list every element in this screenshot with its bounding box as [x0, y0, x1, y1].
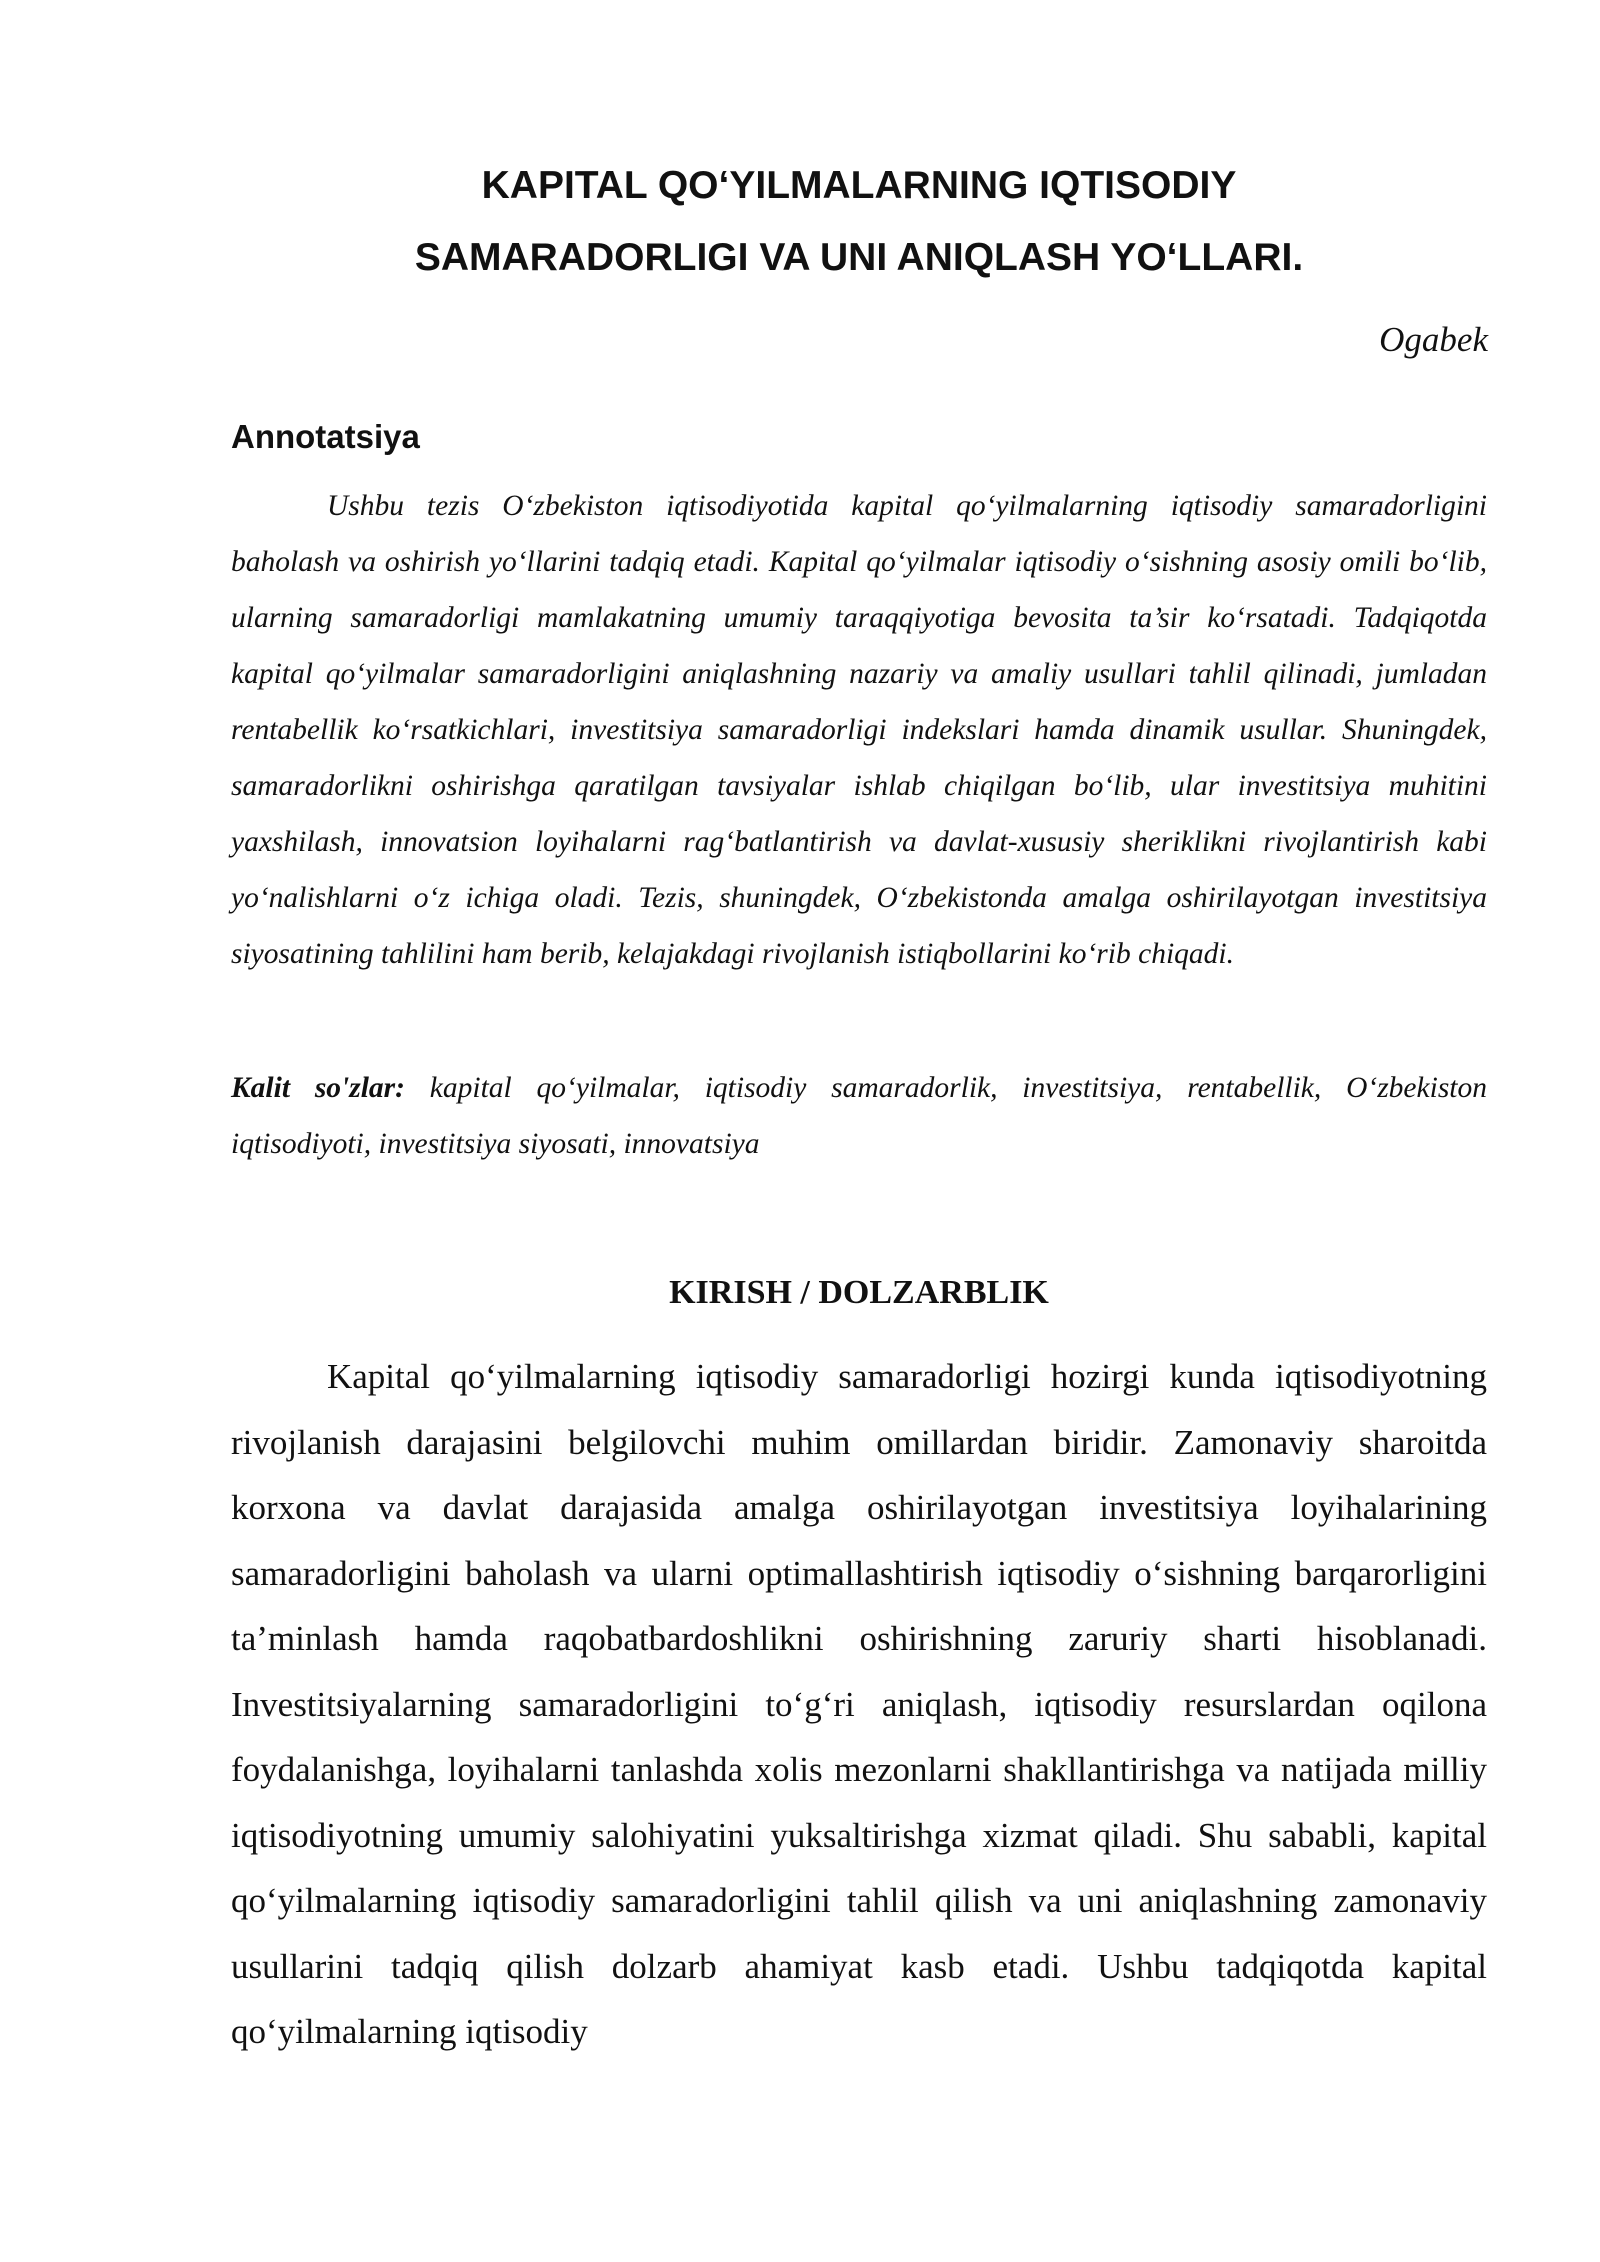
- keywords-text: kapital qo‘yilmalar, iqtisodiy samaradorlik, investitsiya, rentabellik, O‘zbekiston iqtisodiyoti, investitsiya siyosati, innovatsiya: [231, 1072, 1487, 1160]
- author-name: Ogabek: [1379, 320, 1488, 359]
- introduction-heading: KIRISH / DOLZARBLIK: [669, 1274, 1049, 1311]
- keywords-label: Kalit so'zlar:: [231, 1072, 405, 1104]
- annotation-heading: Annotatsiya: [231, 418, 420, 455]
- annotation-text: Ushbu tezis O‘zbekiston iqtisodiyotida kapital qo‘yilmalarning iqtisodiy samaradorligini baholash va oshirish yo‘llarini tadqiq etadi. Kapital qo‘yilmalar iqtisodiy o‘sishning asosiy omili bo‘lib, ularning samaradorligi mamlakatning umumiy taraqqiyotiga bevosita ta’sir ko‘rsatadi. Tadqiqotda kapital qo‘yilmalar samaradorligini aniqlashning nazariy va amaliy usullari tahlil qilinadi, jumladan rentabellik ko‘rsatkichlari, investitsiya samaradorligi indekslari hamda dinamik usullar. Shuningdek, samaradorlikni oshirishga qaratilgan tavsiyalar ishlab chiqilgan bo‘lib, ular investitsiya muhitini yaxshilash, innovatsion loyihalarni rag‘batlantirish va davlat-xususiy sheriklikni rivojlantirish kabi yo‘nalishlarni o‘z ichiga oladi. Tezis, shuningdek, O‘zbekistonda amalga oshirilayotgan investitsiya siyosatining tahlilini ham berib, kelajakdagi rivojlanish istiqbollarini ko‘rib chiqadi.: [231, 490, 1487, 970]
- document-title-line-1: KAPITAL QO‘YILMALARNING IQTISODIY: [481, 164, 1237, 207]
- keywords-paragraph: [231, 1060, 1487, 1172]
- introduction-text: Kapital qo‘yilmalarning iqtisodiy samaradorligi hozirgi kunda iqtisodiyotning rivojlanish darajasini belgilovchi muhim omillardan biridir. Zamonaviy sharoitda korxona va davlat darajasida amalga oshirilayotgan investitsiya loyihalarining samaradorligini baholash va ularni optimallashtirish iqtisodiy o‘sishning barqarorligini ta’minlash hamda raqobatbardoshlikni oshirishning zaruriy sharti hisoblanadi. Investitsiyalarning samaradorligini to‘g‘ri aniqlash, iqtisodiy resurslardan oqilona foydalanishga, loyihalarni tanlashda xolis mezonlarni shakllantirishga va natijada milliy iqtisodiyotning umumiy salohiyatini yuksaltirishga xizmat qiladi. Shu sababli, kapital qo‘yilmalarning iqtisodiy samaradorligini tahlil qilish va uni aniqlashning zamonaviy usullarini tadqiq qilish dolzarb ahamiyat kasb etadi. Ushbu tadqiqotda kapital qo‘yilmalarning iqtisodiy: [231, 1357, 1487, 2051]
- document-title-line-2: SAMARADORLIGI VA UNI ANIQLASH YO‘LLARI.: [414, 236, 1304, 279]
- document-title: [231, 150, 1487, 294]
